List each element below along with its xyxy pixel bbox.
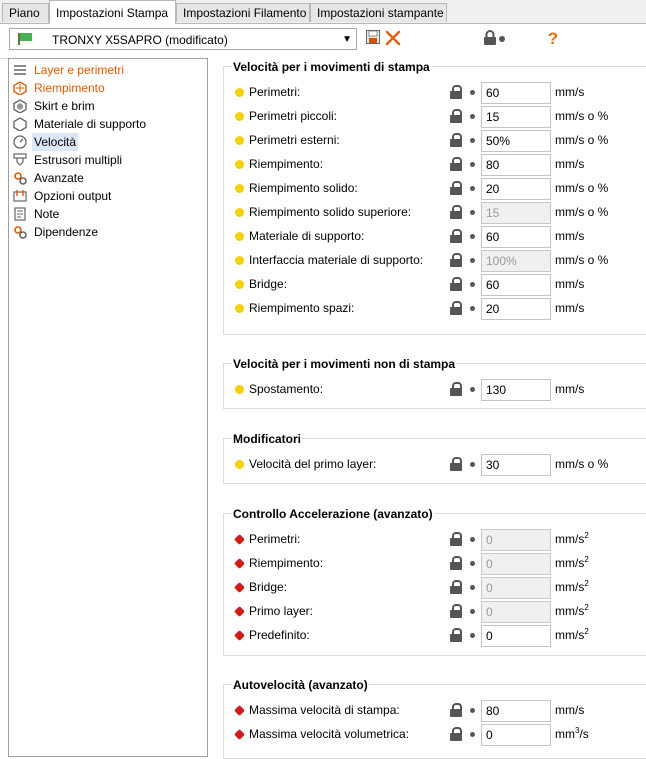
- simple-mode-bullet-icon: [235, 184, 244, 193]
- setting-row: [224, 723, 646, 745]
- tab-impostazioni-filamento[interactable]: Impostazioni Filamento: [176, 3, 310, 22]
- setting-unit: [555, 579, 589, 595]
- setting-input[interactable]: [481, 553, 551, 575]
- setting-unit: [555, 603, 589, 619]
- dot-icon[interactable]: [470, 609, 475, 614]
- setting-unit: [555, 300, 584, 316]
- setting-input[interactable]: [481, 82, 551, 104]
- setting-row: [224, 201, 646, 223]
- settings-group-3: [223, 432, 646, 484]
- dot-toggle-icon[interactable]: [497, 30, 507, 48]
- simple-mode-bullet-icon: [235, 88, 244, 97]
- nav-item-label: Note: [34, 207, 60, 221]
- unit-text: mm/s: [555, 157, 585, 171]
- setting-label: Bridge:: [249, 580, 288, 594]
- nav-item-label: Layer e perimetri: [34, 63, 125, 77]
- setting-input[interactable]: [481, 274, 551, 296]
- simple-mode-bullet-icon: [235, 304, 244, 313]
- output-icon: [13, 189, 27, 203]
- expert-mode-bullet-icon: [234, 630, 245, 641]
- unit-text: mm/s: [555, 85, 585, 99]
- setting-row: [224, 528, 646, 550]
- setting-row: [224, 105, 646, 127]
- simple-mode-bullet-icon: [235, 460, 244, 469]
- setting-input[interactable]: [481, 154, 551, 176]
- lock-icon[interactable]: [450, 457, 462, 471]
- unit-text: mm/s o %: [555, 253, 609, 267]
- setting-row: [224, 153, 646, 175]
- delete-icon[interactable]: [384, 30, 402, 48]
- setting-label: Bridge:: [249, 277, 288, 291]
- lock-icon[interactable]: [450, 727, 462, 741]
- group-title: Velocità per i movimenti non di stampa: [233, 357, 456, 371]
- setting-input[interactable]: [481, 250, 551, 272]
- nav-item-label: Riempimento: [34, 81, 105, 95]
- lock-icon[interactable]: [450, 382, 462, 396]
- dot-icon[interactable]: [470, 537, 475, 542]
- tab-impostazioni-stampante[interactable]: Impostazioni stampante: [310, 3, 447, 22]
- unit-text: mm/s o %: [555, 205, 609, 219]
- unit-text: mm/s o %: [555, 109, 609, 123]
- setting-input[interactable]: [481, 529, 551, 551]
- dot-icon[interactable]: [470, 90, 475, 95]
- save-icon[interactable]: [364, 30, 382, 48]
- setting-input[interactable]: [481, 700, 551, 722]
- setting-input[interactable]: [481, 379, 551, 401]
- setting-unit: [555, 627, 589, 643]
- setting-unit: [555, 156, 584, 172]
- unit-text: mm/s: [555, 604, 585, 618]
- setting-unit: [555, 108, 608, 124]
- dot-icon[interactable]: [470, 732, 475, 737]
- simple-mode-bullet-icon: [235, 208, 244, 217]
- setting-row: [224, 552, 646, 574]
- dot-icon[interactable]: [470, 585, 475, 590]
- setting-unit: [555, 726, 589, 742]
- tab-piano[interactable]: Piano: [2, 3, 49, 22]
- skirt-icon: [13, 99, 27, 113]
- setting-label: Riempimento:: [249, 157, 324, 171]
- setting-row: [224, 129, 646, 151]
- nav-item-label: Opzioni output: [34, 189, 112, 203]
- setting-input[interactable]: [481, 106, 551, 128]
- simple-mode-bullet-icon: [235, 160, 244, 169]
- dot-icon[interactable]: [470, 462, 475, 467]
- setting-unit: [555, 204, 608, 220]
- setting-label: Velocità del primo layer:: [249, 457, 377, 471]
- lock-icon[interactable]: [450, 85, 462, 99]
- notes-icon: [13, 207, 27, 221]
- nav-item-label: Estrusori multipli: [34, 153, 123, 167]
- unit-text: mm/s: [555, 301, 585, 315]
- dot-icon[interactable]: [470, 708, 475, 713]
- help-icon[interactable]: ?: [547, 29, 559, 48]
- setting-unit: [555, 702, 584, 718]
- tab-impostazioni-stampa[interactable]: Impostazioni Stampa: [49, 0, 176, 24]
- group-title: Controllo Accelerazione (avanzato): [233, 507, 433, 521]
- simple-mode-bullet-icon: [235, 280, 244, 289]
- nav-item-label: Dipendenze: [34, 225, 99, 239]
- setting-label: Predefinito:: [249, 628, 310, 642]
- setting-label: Riempimento:: [249, 556, 324, 570]
- dot-icon[interactable]: [470, 306, 475, 311]
- dot-icon[interactable]: [470, 561, 475, 566]
- setting-input[interactable]: [481, 724, 551, 746]
- group-title: Velocità per i movimenti di stampa: [233, 60, 430, 74]
- setting-unit: [555, 381, 584, 397]
- setting-input[interactable]: [481, 625, 551, 647]
- unit-text: mm/s: [555, 532, 585, 546]
- lock-icon[interactable]: [450, 532, 462, 546]
- setting-row: [224, 699, 646, 721]
- nav-item-label: Materiale di supporto: [34, 117, 147, 131]
- group-title: Modificatori: [233, 432, 301, 446]
- preset-name: TRONXY X5SAPRO (modificato): [52, 33, 228, 47]
- flag-cloth: [20, 33, 32, 41]
- setting-unit: [555, 276, 584, 292]
- simple-mode-bullet-icon: [235, 136, 244, 145]
- setting-label: Riempimento solido:: [249, 181, 358, 195]
- simple-mode-bullet-icon: [235, 385, 244, 394]
- nav-item-label: Velocità: [34, 135, 77, 149]
- setting-input[interactable]: [481, 178, 551, 200]
- expert-mode-bullet-icon: [234, 534, 245, 545]
- lock-icon[interactable]: [450, 301, 462, 315]
- lock-icon[interactable]: [450, 205, 462, 219]
- unit-tail: /s: [579, 727, 589, 741]
- simple-mode-bullet-icon: [235, 232, 244, 241]
- lock-icon[interactable]: [450, 628, 462, 642]
- lock-icon[interactable]: [450, 556, 462, 570]
- lock-icon[interactable]: [450, 133, 462, 147]
- dot-icon[interactable]: [470, 633, 475, 638]
- setting-row: [224, 297, 646, 319]
- unit-exponent: 2: [584, 531, 589, 540]
- dot-icon[interactable]: [470, 282, 475, 287]
- lock-icon[interactable]: [450, 703, 462, 717]
- setting-label: Interfaccia materiale di supporto:: [249, 253, 424, 267]
- setting-unit: [555, 180, 608, 196]
- setting-row: [224, 378, 646, 400]
- setting-label: Massima velocità volumetrica:: [249, 727, 410, 741]
- setting-input[interactable]: [481, 454, 551, 476]
- lock-icon[interactable]: [450, 253, 462, 267]
- dot-icon[interactable]: [470, 210, 475, 215]
- group-title: Autovelocità (avanzato): [233, 678, 368, 692]
- setting-input[interactable]: [481, 577, 551, 599]
- unit-text: mm/s: [555, 382, 585, 396]
- expert-mode-bullet-icon: [234, 729, 245, 740]
- unit-exponent: 3: [575, 726, 580, 735]
- expert-mode-bullet-icon: [234, 582, 245, 593]
- setting-label: Materiale di supporto:: [249, 229, 365, 243]
- setting-unit: [555, 228, 584, 244]
- setting-row: [224, 225, 646, 247]
- setting-row: [224, 576, 646, 598]
- expert-mode-bullet-icon: [234, 558, 245, 569]
- setting-label: Perimetri piccoli:: [249, 109, 338, 123]
- dot-icon[interactable]: [470, 234, 475, 239]
- settings-group-4: [223, 507, 646, 656]
- setting-row: [224, 177, 646, 199]
- setting-label: Riempimento solido superiore:: [249, 205, 412, 219]
- nav-item-label: Skirt e brim: [34, 99, 95, 113]
- unit-text: mm/s: [555, 628, 585, 642]
- setting-input[interactable]: [481, 226, 551, 248]
- extruders-icon: [13, 153, 27, 167]
- settings-nav: [8, 58, 208, 757]
- setting-label: Massima velocità di stampa:: [249, 703, 400, 717]
- dot-icon[interactable]: [470, 387, 475, 392]
- lock-icon[interactable]: [450, 277, 462, 291]
- nav-item-label: Avanzate: [34, 171, 84, 185]
- simple-mode-bullet-icon: [235, 112, 244, 121]
- setting-unit: [555, 132, 608, 148]
- setting-row: [224, 453, 646, 475]
- unit-text: mm/s o %: [555, 133, 609, 147]
- setting-unit: [555, 252, 608, 268]
- unit-text: mm/s o %: [555, 457, 609, 471]
- setting-row: [224, 249, 646, 271]
- lock-icon[interactable]: [450, 181, 462, 195]
- expert-mode-bullet-icon: [234, 606, 245, 617]
- dot-icon[interactable]: [470, 138, 475, 143]
- settings-group-1: [223, 60, 646, 335]
- setting-unit: [555, 555, 589, 571]
- expert-mode-bullet-icon: [234, 705, 245, 716]
- unit-text: mm/s: [555, 229, 585, 243]
- unit-exponent: 2: [584, 603, 589, 612]
- support-icon: [13, 117, 27, 131]
- setting-input[interactable]: [481, 298, 551, 320]
- dot-icon[interactable]: [470, 114, 475, 119]
- dot-icon[interactable]: [470, 162, 475, 167]
- lock-icon[interactable]: [450, 109, 462, 123]
- preset-select[interactable]: [9, 28, 357, 50]
- unit-text: mm/s: [555, 703, 585, 717]
- setting-label: Primo layer:: [249, 604, 314, 618]
- setting-row: [224, 273, 646, 295]
- setting-input[interactable]: [481, 202, 551, 224]
- dot-icon[interactable]: [470, 186, 475, 191]
- setting-unit: [555, 84, 584, 100]
- setting-unit: [555, 456, 608, 472]
- settings-group-2: [223, 357, 646, 409]
- setting-row: [224, 600, 646, 622]
- setting-label: Perimetri:: [249, 85, 301, 99]
- unit-text: mm/s: [555, 556, 585, 570]
- simple-mode-bullet-icon: [235, 256, 244, 265]
- dot-icon[interactable]: [470, 258, 475, 263]
- unit-exponent: 2: [584, 579, 589, 588]
- speed-settings: [208, 58, 646, 757]
- setting-label: Spostamento:: [249, 382, 324, 396]
- setting-unit: [555, 531, 589, 547]
- setting-label: Perimetri esterni:: [249, 133, 340, 147]
- layers-icon: [13, 63, 27, 77]
- advanced-icon: [13, 171, 27, 185]
- unit-text: mm/s: [555, 580, 585, 594]
- setting-label: Perimetri:: [249, 532, 301, 546]
- setting-row: [224, 624, 646, 646]
- lock-icon[interactable]: [450, 604, 462, 618]
- unit-text: mm/s: [555, 277, 585, 291]
- setting-input[interactable]: [481, 601, 551, 623]
- setting-label: Riempimento spazi:: [249, 301, 355, 315]
- setting-row: [224, 81, 646, 103]
- chevron-down-icon: ▼: [342, 34, 352, 45]
- infill-icon: [13, 81, 27, 95]
- lock-icon[interactable]: [450, 580, 462, 594]
- setting-input[interactable]: [481, 130, 551, 152]
- lock-icon[interactable]: [450, 157, 462, 171]
- settings-group-5: [223, 678, 646, 759]
- speed-icon: [13, 135, 27, 149]
- preset-toolbar: [0, 24, 646, 59]
- unit-text: mm/s o %: [555, 181, 609, 195]
- unit-text: mm: [555, 727, 575, 741]
- dependencies-icon: [13, 225, 27, 239]
- unit-exponent: 2: [584, 627, 589, 636]
- lock-icon[interactable]: [450, 229, 462, 243]
- unit-exponent: 2: [584, 555, 589, 564]
- tab-bar: [0, 0, 646, 24]
